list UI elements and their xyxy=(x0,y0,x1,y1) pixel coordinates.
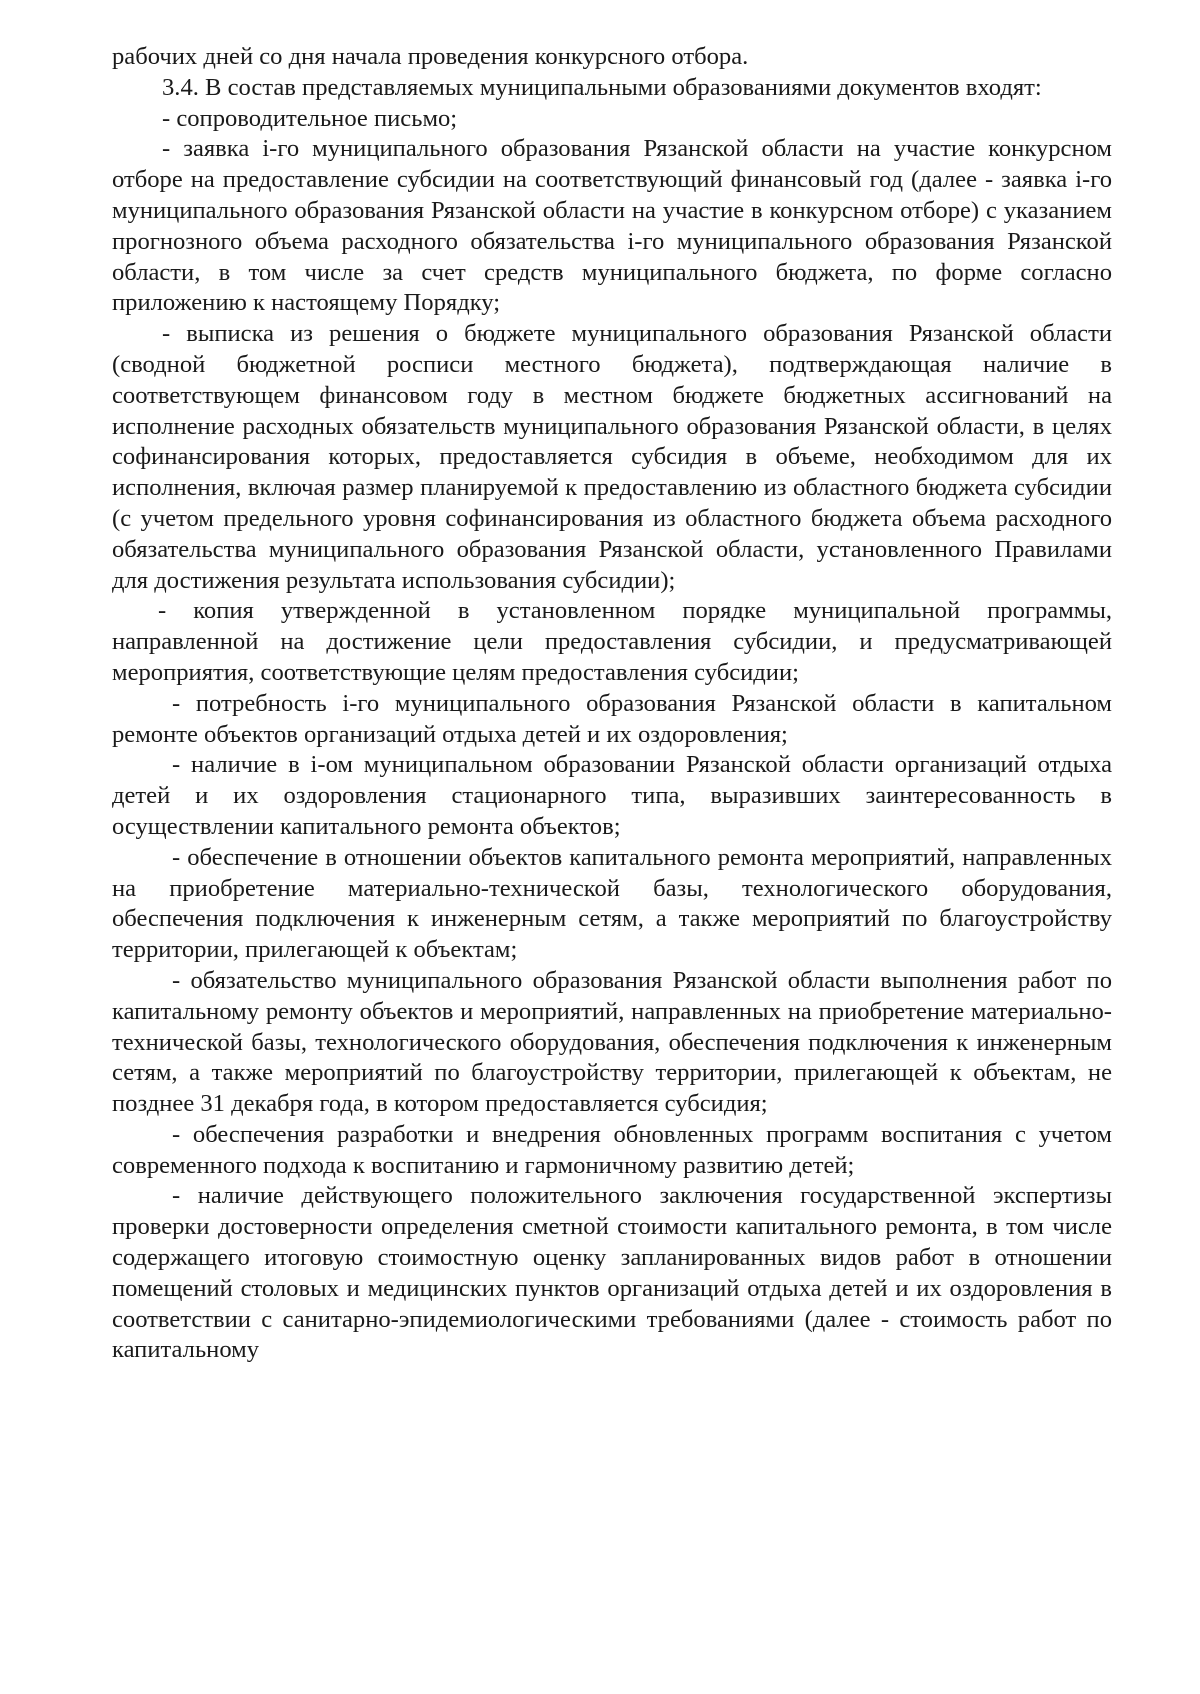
list-item-organizations: - наличие в i-ом муниципальном образовании Рязанской области организаций отдыха детей и их оздоровления стационарного типа, выразивших заинтересованность в осуществлении капитального ремонта объектов; xyxy=(112,751,1112,840)
list-item-education-programs: - обеспечения разработки и внедрения обновленных программ воспитания с учетом современного подхода к воспитанию и гармоничному развитию детей; xyxy=(112,1120,1112,1179)
list-item-expertise: - наличие действующего положительного заключения государственной экспертизы проверки достоверности определения сметной стоимости капитального ремонта, в том числе содержащего итоговую стоимостную оценку запланированных видов работ в отношении помещений столовых и медицинских пунктов организаций отдыха детей и их оздоровления в соответствии с санитарно-эпидемиологическими требованиями (далее - стоимость работ по капитальному xyxy=(112,1182,1112,1364)
list-item-cover-letter: - сопроводительное письмо; xyxy=(162,104,458,132)
list-item-program-copy: - копия утвержденной в установленном порядке муниципальной программы, направленной на достижение цели предоставления субсидии, и предусматривающей мероприятия, соответствующие целям предоставления субсидии; xyxy=(112,597,1112,686)
list-item-equipment: - обеспечение в отношении объектов капитального ремонта мероприятий, направленных на приобретение материально-технической базы, технологического оборудования, обеспечения подключения к инженерным сетям, а также мероприятий по благоустройству территории, прилегающей к объектам; xyxy=(112,843,1112,964)
list-item-repair-need: - потребность i-го муниципального образования Рязанской области в капитальном ремонте объектов организаций отдыха детей и их оздоровления; xyxy=(112,689,1112,748)
list-item-obligation: - обязательство муниципального образования Рязанской области выполнения работ по капитальному ремонту объектов и мероприятий, направленных на приобретение материально-технической базы, технологического оборудования, обеспечения подключения к инженерным сетям, а также мероприятий по благоустройству территории, прилегающей к объектам, не позднее 31 декабря года, в котором предоставляется субсидия; xyxy=(112,966,1112,1118)
paragraph-section-3-4: 3.4. В состав представляемых муниципальными образованиями документов входят: xyxy=(162,73,1042,101)
paragraph-continuation: рабочих дней со дня начала проведения конкурсного отбора. xyxy=(112,43,749,70)
list-item-budget-extract: - выписка из решения о бюджете муниципального образования Рязанской области (сводной бюджетной росписи местного бюджета), подтверждающая наличие в соответствующем финансовом году в местном бюджете бюджетных ассигнований на исполнение расходных обязательств муниципального образования Рязанской области, в целях софинансирования которых, предоставляется субсидия в объеме, необходимом для их исполнения, включая размер планируемой к предоставлению из областного бюджета субсидии (с учетом предельного уровня софинансирования из областного бюджета объема расходного обязательства муниципального образования Рязанской области, установленного Правилами для достижения результата использования субсидии); xyxy=(112,320,1112,594)
document-page xyxy=(112,42,1112,1366)
list-item-application: - заявка i-го муниципального образования Рязанской области на участие конкурсном отборе на предоставление субсидии на соответствующий финансовый год (далее - заявка i-го муниципального образования Рязанской области на участие в конкурсном отборе) с указанием прогнозного объема расходного обязательства i-го муниципального образования Рязанской области, в том числе за счет средств муниципального бюджета, по форме согласно приложению к настоящему Порядку; xyxy=(112,135,1112,317)
